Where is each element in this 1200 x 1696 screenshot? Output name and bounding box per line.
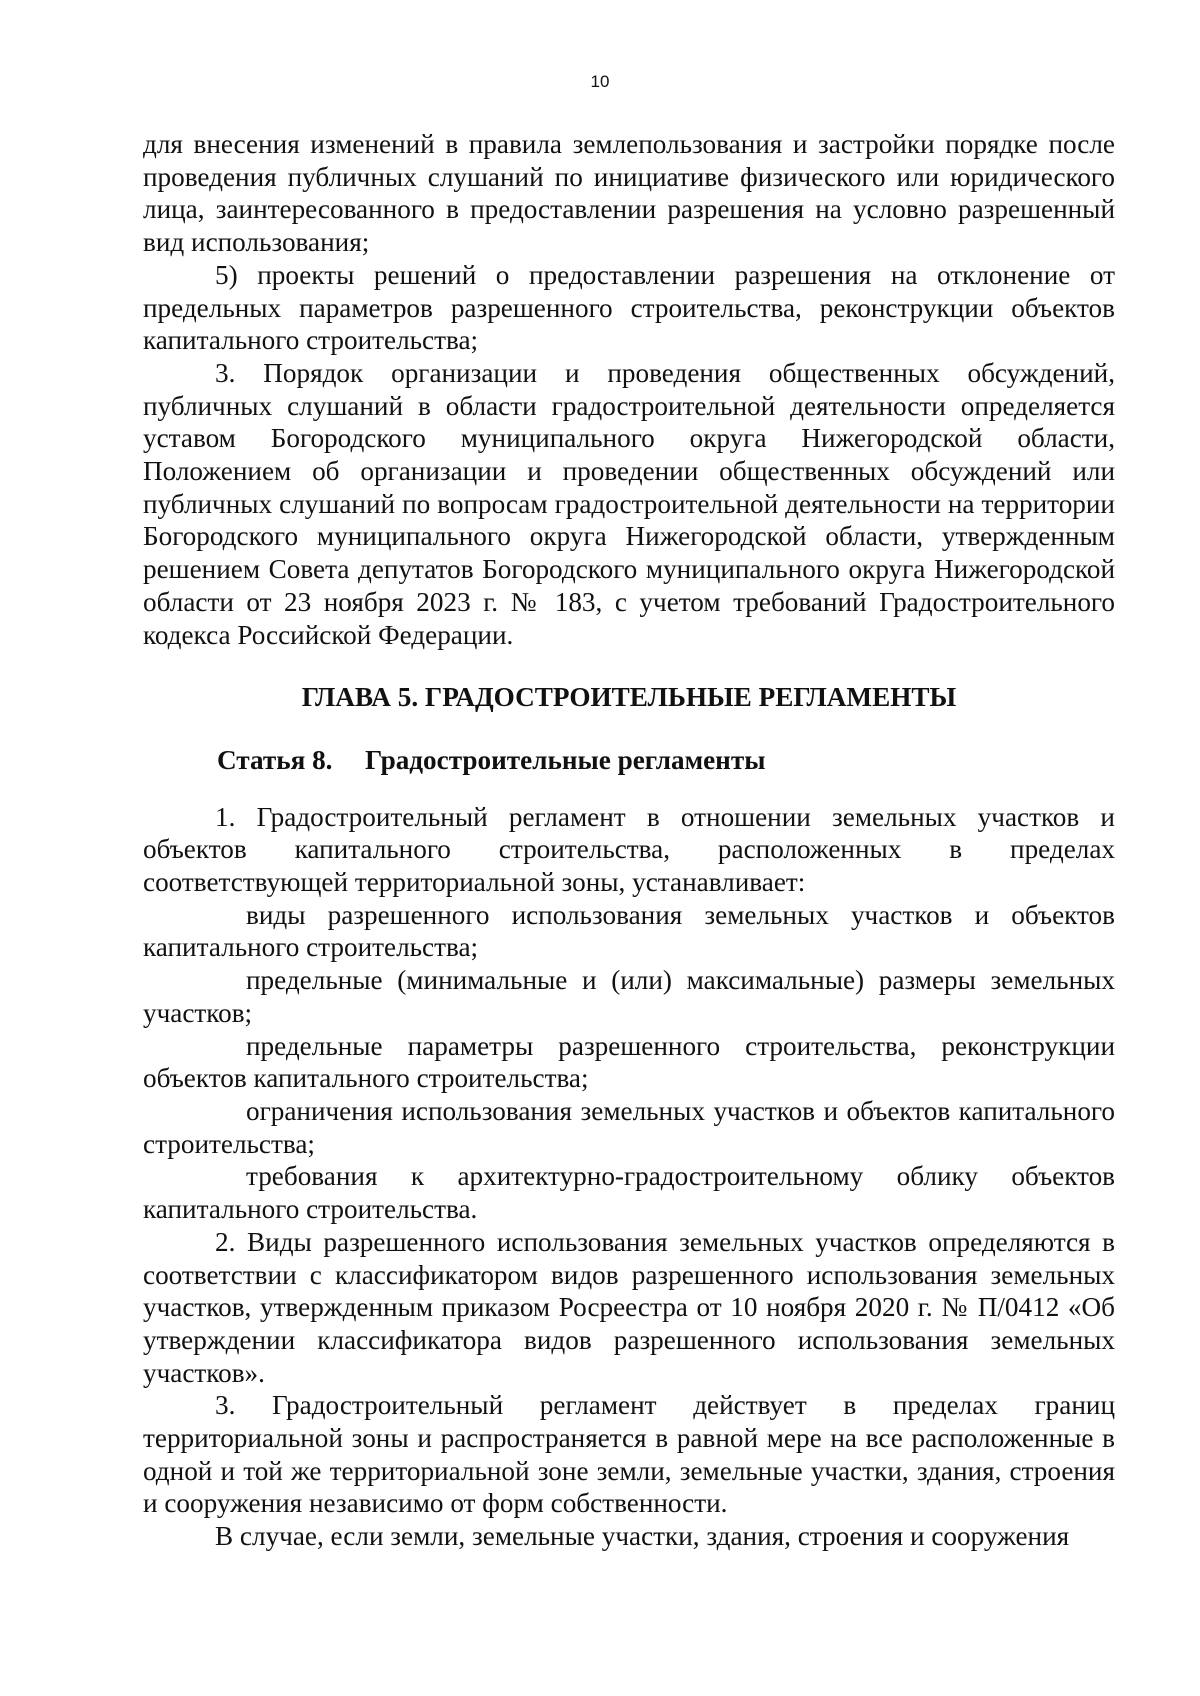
page-number: 10 bbox=[590, 72, 610, 91]
list-item: предельные параметры разрешенного строительства, реконструкции объектов капитального строительства; bbox=[143, 1030, 1115, 1094]
document-body bbox=[143, 128, 1115, 1553]
article-paragraph-continued: В случае, если земли, земельные участки, здания, строения и сооружения bbox=[215, 1521, 1070, 1552]
list-item: предельные (минимальные и (или) максимальные) размеры земельных участков; bbox=[143, 965, 1115, 1028]
article-number: Статья 8. bbox=[217, 744, 333, 775]
paragraph-3: 3. Порядок организации и проведения общественных обсуждений, публичных слушаний в области градостроительной деятельности определяется уставом Богородского муниципального округа Нижегородской области, Положением об организации и проведении общественных обсуждений или публичных слушаний по вопросам градостроительной деятельности на территории Богородского муниципального округа Нижегородской области, утвержденным решением Совета депутатов Богородского муниципального округа Нижегородской области от 23 ноября 2023 г. № 183, с учетом требований Градостроительного кодекса Российской Федерации. bbox=[143, 357, 1115, 650]
article-paragraph-3: 3. Градостроительный регламент действует в пределах границ территориальной зоны и распространяется в равной мере на все расположенные в одной и той же территориальной зоне земли, земельные участки, здания, строения и сооружения независимо от форм собственности. bbox=[143, 1390, 1115, 1519]
article-heading bbox=[143, 744, 1115, 777]
list-item: виды разрешенного использования земельных участков и объектов капитального строительства; bbox=[143, 899, 1115, 963]
chapter-title: ГЛАВА 5. ГРАДОСТРОИТЕЛЬНЫЕ РЕГЛАМЕНТЫ bbox=[301, 682, 957, 713]
article-paragraph-1: 1. Градостроительный регламент в отношении земельных участков и объектов капитального строительства, расположенных в пределах соответствующей территориальной зоны, устанавливает: bbox=[143, 801, 1115, 898]
paragraph-item-5: 5) проекты решений о предоставлении разрешения на отклонение от предельных параметров разрешенного строительства, реконструкции объектов капитального строительства; bbox=[143, 259, 1115, 356]
article-paragraph-2: 2. Виды разрешенного использования земельных участков определяются в соответствии с классификатором видов разрешенного использования земельных участков, утвержденным приказом Росреестра от 10 ноября 2020 г. № П/0412 «Об утверждении классификатора видов разрешенного использования земельных участков». bbox=[143, 1226, 1115, 1388]
paragraph-continuation: для внесения изменений в правила землепользования и застройки порядке после проведения публичных слушаний по инициативе физического или юридического лица, заинтересованного в предоставлении разрешения на условно разрешенный вид использования; bbox=[143, 129, 1115, 258]
article-title: Градостроительные регламенты bbox=[365, 744, 766, 775]
list-item: ограничения использования земельных участков и объектов капитального строительства; bbox=[143, 1095, 1115, 1159]
list-item: требования к архитектурно-градостроительному облику объектов капитального строительства. bbox=[143, 1161, 1115, 1225]
